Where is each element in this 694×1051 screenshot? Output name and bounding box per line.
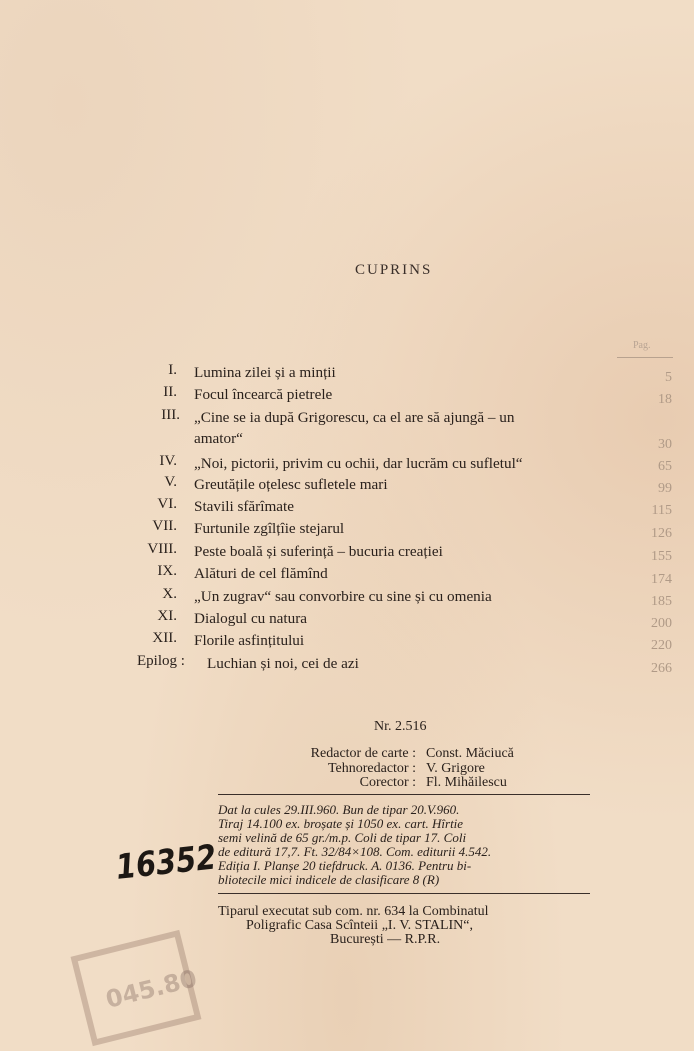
- chapter-page: 220: [651, 638, 672, 653]
- chapter-title: „Noi, pictorii, privim cu ochii, dar lucrăm cu sufletul“: [194, 455, 523, 472]
- printer-line: București — R.P.R.: [330, 932, 441, 947]
- chapter-number: IX.: [157, 563, 177, 579]
- credit-name: Const. Măciucă: [426, 746, 514, 761]
- chapter-title: Florile asfințitului: [194, 632, 305, 649]
- chapter-page: 99: [658, 481, 672, 496]
- chapter-title: Lumina zilei și a minții: [194, 364, 336, 381]
- page-column-label: Pag.: [633, 340, 651, 351]
- chapter-page: 30: [658, 437, 672, 452]
- publication-number: Nr. 2.516: [374, 719, 427, 734]
- imprint-line: Dat la cules 29.III.960. Bun de tipar 20.V.960.: [218, 802, 460, 817]
- handwritten-inventory-number: 16352: [114, 837, 219, 888]
- colophon-rule-top: [218, 794, 590, 795]
- chapter-title: „Un zugrav“ sau convorbire cu sine și cu omenia: [194, 588, 492, 605]
- chapter-page: 5: [665, 370, 672, 385]
- credit-name: Fl. Mihăilescu: [426, 775, 507, 790]
- chapter-number: V.: [164, 474, 177, 490]
- chapter-title: Luchian și noi, cei de azi: [207, 655, 359, 672]
- chapter-page: 185: [651, 594, 672, 609]
- chapter-title: Alături de cel flămînd: [194, 565, 328, 582]
- chapter-number: XII.: [152, 630, 177, 646]
- printer-line: Tiparul executat sub com. nr. 634 la Combinatul: [218, 904, 489, 919]
- chapter-title: Greutățile oțelesc sufletele mari: [194, 476, 388, 493]
- chapter-number: III.: [161, 407, 180, 423]
- chapter-number: IV.: [159, 453, 177, 469]
- chapter-page: 155: [651, 549, 672, 564]
- chapter-page: 18: [658, 392, 672, 407]
- library-stamp-text: 045.80: [102, 964, 200, 1014]
- imprint-line: Ediția I. Planșe 20 tiefdruck. A. 0136. Pentru bi-: [218, 858, 472, 873]
- imprint-line: bliotecile mici indicele de clasificare 8 (R): [218, 872, 440, 887]
- page-title: CUPRINS: [355, 262, 433, 278]
- chapter-page: 115: [651, 503, 672, 518]
- chapter-title: „Cine se ia după Grigorescu, ca el are să ajungă – un: [194, 409, 515, 426]
- chapter-page: 65: [658, 459, 672, 474]
- credit-name: V. Grigore: [426, 761, 485, 776]
- chapter-title: Focul încearcă pietrele: [194, 386, 333, 403]
- chapter-number: II.: [163, 384, 177, 400]
- chapter-title: Peste boală și suferință – bucuria creației: [194, 543, 443, 560]
- chapter-number: XI.: [157, 608, 177, 624]
- chapter-number: X.: [162, 586, 177, 602]
- chapter-page: 174: [651, 572, 672, 587]
- imprint-line: Tiraj 14.100 ex. broșate și 1050 ex. cart. Hîrtie: [218, 816, 464, 831]
- chapter-number: VII.: [152, 518, 177, 534]
- colophon-rule-bottom: [218, 893, 590, 894]
- credit-role: Corector :: [359, 775, 416, 790]
- chapter-title: Dialogul cu natura: [194, 610, 308, 627]
- credit-role: Tehnoredactor :: [327, 761, 416, 776]
- chapter-title: Furtunile zgîlțîie stejarul: [194, 520, 345, 537]
- chapter-number: VIII.: [147, 541, 177, 557]
- chapter-page: 200: [651, 616, 672, 631]
- chapter-number: VI.: [157, 496, 177, 512]
- page-column-rule: [617, 357, 673, 358]
- chapter-page: 126: [651, 526, 672, 541]
- epilog-label: Epilog :: [137, 653, 185, 669]
- chapter-number: I.: [168, 362, 177, 378]
- printer-line: Poligrafic Casa Scînteii „I. V. STALIN“,: [246, 918, 473, 933]
- credit-role: Redactor de carte :: [310, 746, 416, 761]
- imprint-line: de editură 17,7. Ft. 32/84×108. Com. editurii 4.542.: [218, 844, 492, 859]
- imprint-line: semi velină de 65 gr./m.p. Coli de tipar 17. Coli: [218, 830, 467, 845]
- chapter-title: Stavili sfărîmate: [194, 498, 294, 515]
- chapter-title-continuation: amator“: [194, 430, 243, 447]
- chapter-page: 266: [651, 661, 672, 676]
